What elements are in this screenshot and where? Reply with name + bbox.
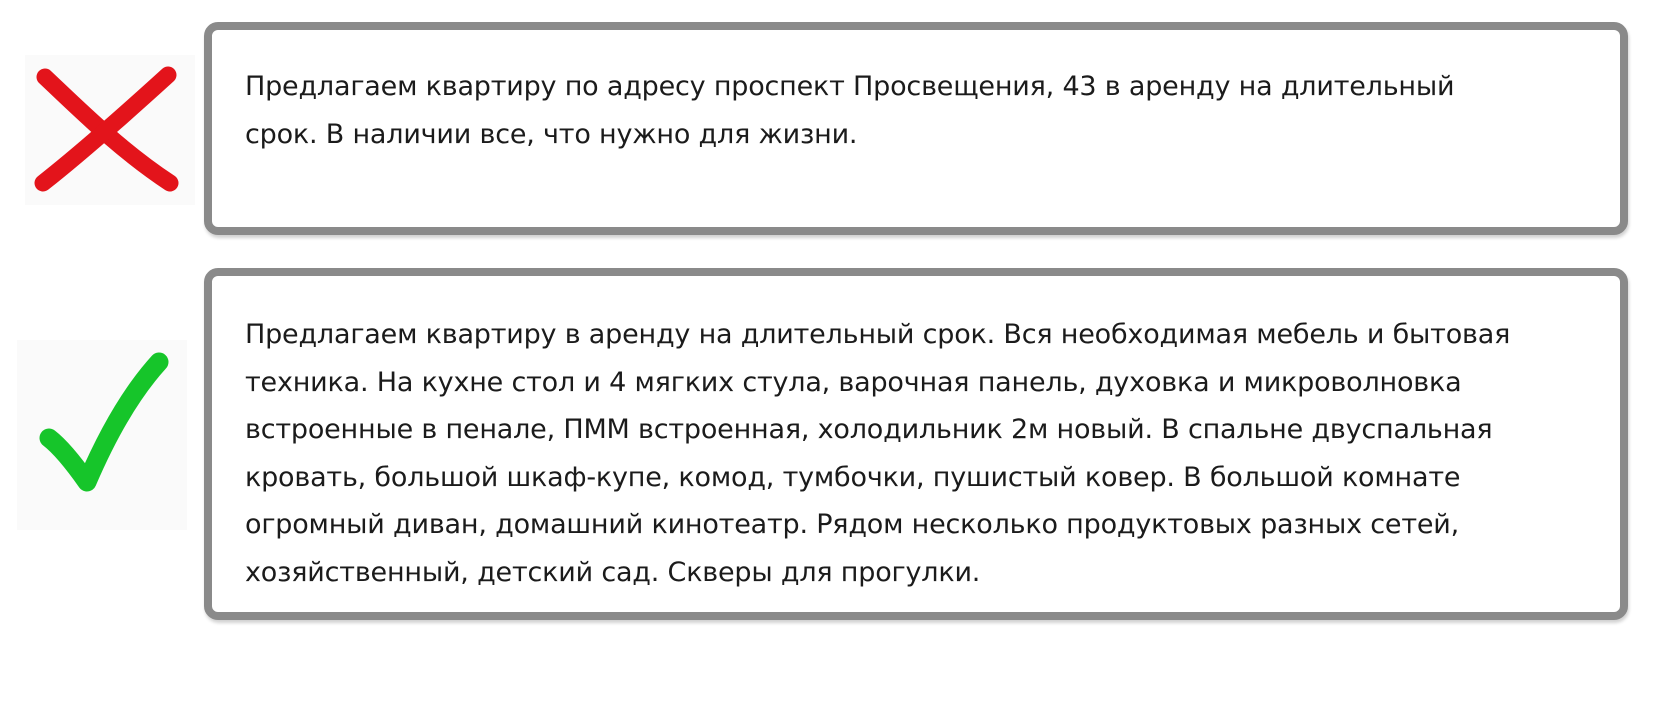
text-line: техника. На кухне стол и 4 мягких стула, варочная панель, духовка и микроволновка (245, 366, 1462, 398)
text-line: Предлагаем квартиру в аренду на длительный срок. Вся необходимая мебель и бытовая (245, 319, 1511, 350)
bad-example-box (204, 22, 1628, 235)
text-line: огромный диван, домашний кинотеатр. Рядом несколько продуктовых разных сетей, (245, 509, 1459, 540)
good-example-box (204, 268, 1628, 620)
text-line: хозяйственный, детский сад. Скверы для прогулки. (245, 556, 981, 588)
text-line: встроенные в пенале, ПММ встроенная, холодильник 2м новый. В спальне двуспальная (245, 414, 1493, 445)
checkmark-icon (17, 340, 187, 530)
bad-example-text (245, 63, 1592, 158)
good-example-text (245, 311, 1592, 596)
text-line: Предлагаем квартиру по адресу проспект Просвещения, 43 в аренду на длительный (245, 71, 1455, 102)
text-line: кровать, большой шкаф-купе, комод, тумбочки, пушистый ковер. В большой комнате (245, 461, 1461, 493)
text-line: срок. В наличии все, что нужно для жизни. (245, 118, 858, 150)
cross-icon (25, 55, 195, 205)
